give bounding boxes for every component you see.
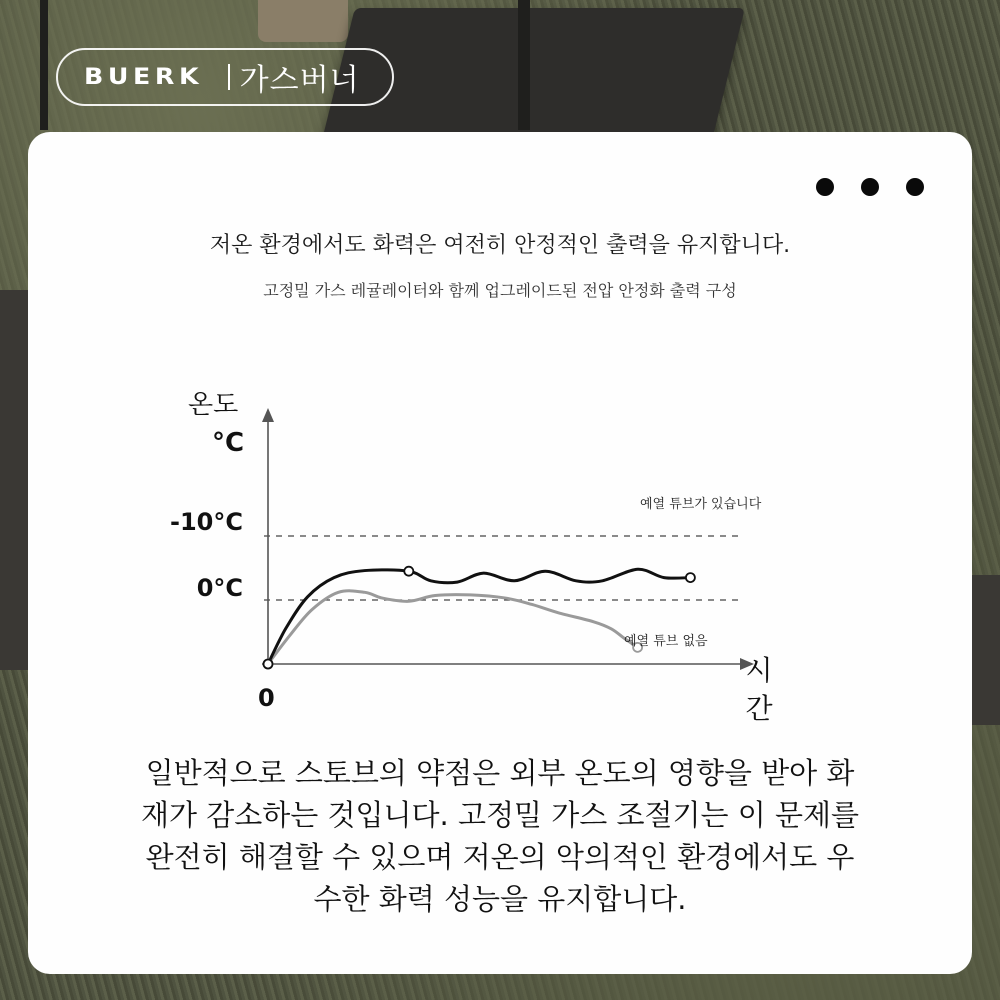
gas-canister <box>258 0 348 42</box>
y-axis-arrow-icon <box>262 408 274 422</box>
point-marker-with-tube <box>264 660 273 669</box>
pole-right <box>518 0 530 130</box>
subhead: 고정밀 가스 레귤레이터와 함께 업그레이드된 전압 안정화 출력 구성 <box>263 281 737 300</box>
brand-pill <box>56 48 394 106</box>
body-text <box>98 752 902 920</box>
series-label-without-tube: 예열 튜브 없음 <box>624 634 708 649</box>
brand-logo: BUERK <box>84 64 204 90</box>
info-card <box>28 132 972 974</box>
y-tick-label: -10°C <box>170 508 243 536</box>
body-line: 일반적으로 스토브의 약점은 외부 온도의 영향을 받아 화 <box>145 756 855 790</box>
brand-separator <box>228 64 230 90</box>
point-marker-with-tube <box>686 573 695 582</box>
x-origin-label: 0 <box>258 684 275 712</box>
body-line: 수한 화력 성능을 유지합니다. <box>313 882 687 916</box>
point-marker-with-tube <box>404 567 413 576</box>
body-line: 재가 감소하는 것입니다. 고정밀 가스 조절기는 이 문제를 <box>140 798 860 832</box>
headline: 저온 환경에서도 화력은 여전히 안정적인 출력을 유지합니다. <box>209 233 791 258</box>
brand-product: 가스버너 <box>239 63 360 98</box>
pole-left <box>40 0 48 130</box>
y-axis-label: 온도 <box>188 390 239 420</box>
series-line-without-tube <box>268 591 638 664</box>
y-tick-label: 0°C <box>196 574 243 602</box>
y-axis-unit: °C <box>212 428 245 458</box>
x-axis-label: 시간 <box>745 654 773 725</box>
series-line-with-tube <box>268 569 690 664</box>
series-label-with-tube: 예열 튜브가 있습니다 <box>640 497 762 512</box>
body-line: 완전히 해결할 수 있으며 저온의 악의적인 환경에서도 우 <box>145 840 855 874</box>
temperature-chart <box>28 132 972 732</box>
